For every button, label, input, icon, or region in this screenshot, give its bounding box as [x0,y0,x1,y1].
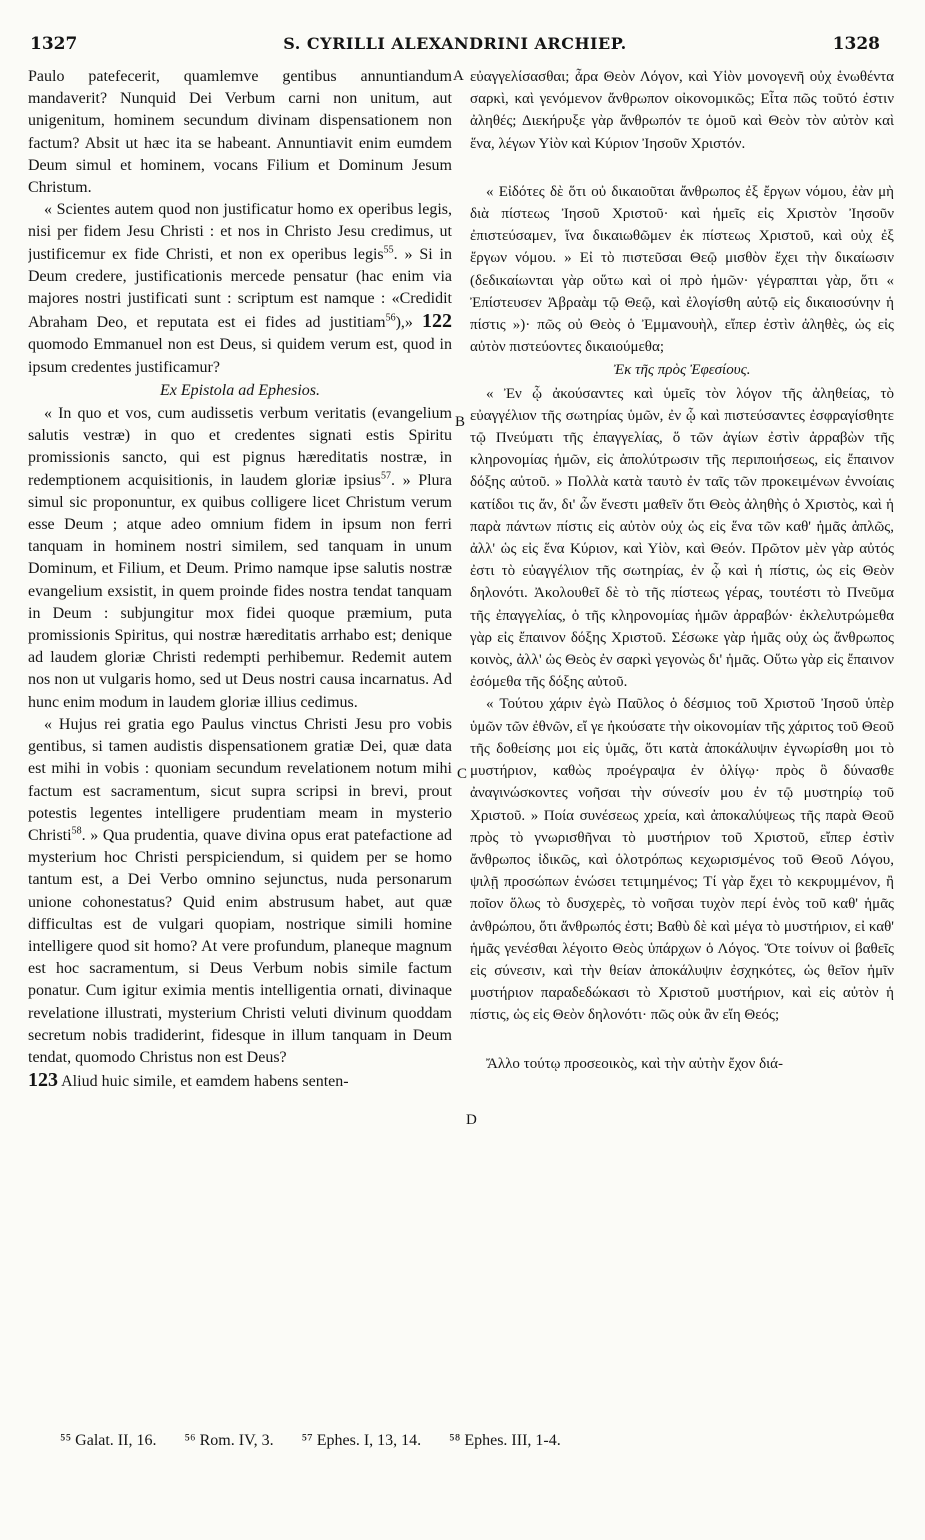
latin-paragraph-3 [28,403,452,714]
latin-text: Aliud huic simile, et eamdem habens senten- [61,1073,349,1091]
latin-text: « Scientes autem quod non justificatur homo ex operibus legis, nisi per fidem Jesu Christi : et nos in Christo Jesu credimus, ut justificemur ex fide Christi, et non ex operibus legis [28,201,452,263]
latin-paragraph-2 [28,199,452,379]
running-title: S. CYRILLI ALEXANDRINI ARCHIEP. [283,34,627,53]
latin-section-heading: Ex Epistola ad Ephesios. [160,381,320,399]
latin-text: . » Qua prudentia, quave divina opus erat patefactione ad mysterium hoc Christi perspiciendum, si quidem per se homo tantum est, a Dei Verbo omnino sejunctus, nuda personarum unione cohonestatus? Quid enim abstrusum habet, aut quæ difficultas est de vulgari quopiam, nostrique simili homine intelligere quod sit homo? At vere profundum, planeque magnum est hoc sacramentum, si Deus Verbum nobis simile factum ponatur. Cum igitur eximia mentis intelligentia ornati, divinaque revelatione illustrati, mysterium Christi veluti divinum quoddam secretum nobis tradiderint, fidesque in illum tanquam in Deum tendat, quomodo Christus non est Deus? [28,826,452,1066]
latin-text: ),» [395,314,413,332]
greek-paragraph-2: « Εἰδότες δὲ ὅτι οὐ δικαιοῦται ἄνθρωπος ἐξ ἔργων νόμου, ἐὰν μὴ διὰ πίστεως Ἰησοῦ Χριστοῦ· καὶ ἡμεῖς εἰς Χριστὸν Ἰησοῦν ἐπιστεύσαμεν, ἵνα δικαιωθῶμεν ἐκ πίστεως Χριστοῦ, καὶ οὐχ ἐξ ἔργων νόμου. » Εἰ τὸ πιστεῦσαι Θεῷ μισθὸν ἔχει τὴν δικαίωσιν (δεδικαίωνται γὰρ οὕτω καὶ οἱ πρὸ ἡμῶν· γέγραπται γὰρ, ὅτι « Ἐπίστευσεν Ἀβραὰμ τῷ Θεῷ, καὶ ἐλογίσθη αὐτῷ εἰς δικαιοσύνην ἡ πίστις »)· πῶς οὐ Θεὸς ὁ Ἐμμανουὴλ, εἴπερ ἐστὶν ἀληθὲς, ὡς εἰς αὐτὸν πιστεύοντες δικαιούμεθα; [470,183,894,356]
footnote-ref: 55 [383,244,394,256]
footnote-ref: 56 [385,312,396,324]
column-marker-b: B [455,414,466,430]
column-marker-d: D [466,1112,477,1128]
column-number: 122 [422,310,452,333]
footnote-ref: 58 [71,825,82,837]
greek-section-heading: Ἐκ τῆς πρὸς Ἐφεσίους. [613,362,751,379]
latin-paragraph-4 [28,714,452,1069]
latin-text: « Hujus rei gratia ego Paulus vinctus Christi Jesu pro vobis gentibus, si tamen audistis dispensationem gratiæ Dei, quæ data est mihi in vobis : quoniam secundum revelationem notum mihi factum est sacramentum, sicut supra scripsi in brevi, prout potestis legentes intelligere prudentiam meam in mysterio Christi [28,715,452,844]
column-number: 123 [28,1069,58,1092]
latin-text: . » Si in Deum credere, justificationis mercede pensatur (hac enim via majores nostri justificati sunt : scriptum est namque : «Credidit Abraham Deo, et reputata est ei fides ad justitiam [28,245,452,332]
greek-paragraph-4: « Τούτου χάριν ἐγὼ Παῦλος ὁ δέσμιος τοῦ Χριστοῦ Ἰησοῦ ὑπὲρ ὑμῶν τῶν ἐθνῶν, εἴ γε ἠκούσατε τὴν οἰκονομίαν τῆς χάριτος τοῦ Θεοῦ τῆς δοθείσης μοι εἰς ὑμᾶς, ὅτι κατὰ ἀποκάλυψιν ἐγνωρίσθη μοι τὸ μυστήριον, καθὼς προέγραψα ἐν ὀλίγῳ· πρὸς ὃ δύνασθε ἀναγινώσκοντες νοῆσαι τὴν σύνεσίν μου ἐν τῷ μυστηρίῳ τοῦ Χριστοῦ. » Ποία συνέσεως χρεία, καὶ ἀποκαλύψεως τῆς παρὰ Θεοῦ πρὸς τὸ γνωρισθῆναι τὸ μυστήριον τοῦ Χριστοῦ, εἴπερ ἐστὶν ἄνθρωπος ἰδικῶς, καὶ ὁλοτρόπως κεχωρισμένος τοῦ Θεοῦ Λόγου, ψιλῇ προσώπων ἑνώσει τετιμημένος; Τί γὰρ ἔχει τὸ κεκρυμμένον, ἢ ποῖον ὅλως τὸ δυσχερὲς, τὸ νοῆσαι τυχὸν περί ἑνὸς τοῦ καθ' ἡμᾶς ἀνθρώπου, ὅτι ἄνθρωπός ἐστι; Βαθὺ δὲ καὶ μέγα τὸ μυστήριον, εἰ καθ' ἡμᾶς γενέσθαι λέγοιτο Θεὸς ὑπάρχων ὁ Λόγος. Ὅτε τοίνυν οἱ βαθεῖς εἰς σύνεσιν, καὶ τὴν θείαν ἀποκάλυψιν ἐσχηκότες, ὡς θεῖον ἡμῖν μυστήριον παραδεδώκασι τὸ Χριστοῦ μυστήριον, καὶ εἰς αὐτὸν ἡ πίστις, ὡς εἰς Θεὸν δηλονότι· πῶς οὐκ ἂν εἴη Θεός; [470,696,894,1024]
greek-paragraph-1: εὐαγγελίσασθαι; ἆρα Θεὸν Λόγον, καὶ Υἱὸν μονογενῆ οὐχ ἑνωθέντα σαρκὶ, καὶ γενόμενον ἄνθρωπον οἰκονομικῶς; Εἶτα πῶς τοῦτό ἐστιν ἀληθές; Διεκήρυξε γὰρ ἄνθρωπόν τε ὁμοῦ καὶ Θεὸν τὸν αὐτὸν καὶ ἕνα, λέγων Υἱὸν καὶ Κύριον Ἰησοῦν Χριστόν. [470,69,894,152]
footnote: ⁵⁵ Galat. II, 16. [60,1432,157,1449]
latin-paragraph-5 [28,1069,452,1093]
greek-paragraph-3: « Ἐν ᾧ ἀκούσαντες καὶ ὑμεῖς τὸν λόγον τῆς ἀληθείας, τὸ εὐαγγέλιον τῆς σωτηρίας ὑμῶν, ἐν ᾧ καὶ πιστεύσαντες ἐσφραγίσθητε τῷ Πνεύματι τῆς ἐπαγγελίας, ὅ τῶν ἁγίων ἐστὶν ἀρραβὼν τῆς κληρονομίας ἡμῶν, εἰς ἀπολύτρωσιν τῆς περιποιήσεως, εἰς ἔπαινον δόξης αὐτοῦ. » Πολλὰ κατὰ ταυτὸ ἐν ταῖς τῶν προκειμένων ἐννοίαις κατίδοι τις ἄν, δι' ὧν ἔνεστι μαθεῖν ὅτι Θεὸς ἀληθὴς ὁ Χριστὸς, καὶ ἡ παρὰ πάντων πίστις εἰς αὐτὸν οὐχ ὡς εἰς ἕνα τῶν καθ' ἡμᾶς ἁπλῶς, ἀλλ' ὡς εἰς ἕνα Κύριον, καὶ Υἱὸν, καὶ Θεόν. Πρῶτον μὲν γὰρ αὐτός ἐστι τὸ εὐαγγέλιον τῆς σωτηρίας, ἐν ᾧ καὶ ἡ πίστις, ὡς εἰς Θεὸν δηλονότι. Ἀκολουθεῖ δὲ τὸ τῆς πίστεως γέρας, τουτέστι τὸ Πνεῦμα τῆς ἐπαγγελίας, ὁ τῆς κληρονομίας ἡμῶν ἀρραβών· ἐκλελυτρώμεθα γὰρ εἰς ἔπαινον δόξης Χριστοῦ. Σέσωκε γὰρ ἡμᾶς οὐχ ὡς ἄνθρωπος κοινὸς, ἀλλ' ὡς Θεὸς ἐν σαρκὶ γεγονὼς δι' ἡμᾶς. Οὕτω γὰρ εἰς ἔπαινον ἐσόμεθα τῆς δόξης αὐτοῦ. [470,385,894,691]
spacer [470,1027,894,1053]
footnote: ⁵⁸ Ephes. III, 1-4. [449,1432,561,1449]
latin-paragraph-1: Paulo patefecerit, quamlemve gentibus annuntiandum mandaverit? Nunquid Dei Verbum carni non unitum, aut unigenitum, hominem secundum divinam dispensationem non factum? Absit ut hæc ita se habeant. Annuntiavit enim eumdem Deum simul et hominem, vocans Filium et Dominum Jesum Christum. [28,68,452,197]
latin-text: . » Plura simul sic proponuntur, ex quibus colligere licet Christum verum esse Deum ; atque adeo omnium fidem in ipsum non ferri tanquam in hominem nostri similem, sed tanquam in unum Dominum, et Filium, et Deum. Primo namque ipse salutis nostræ evangelium exsistit, in quem proinde fides nostra tendat tanquam in Deum : subjungitur mox fidei quoque præmium, puta promissionis Spiritus, qui nostræ hæreditatis arrhabo est; denique ad laudem gloriæ Christi redempti perhibemur. Redemit autem nos non ut vulgaris homo, sed ut Deus nostri causa incarnatus. Ad hunc enim modum in laudem gloriæ illius cedimus. [28,471,452,711]
greek-paragraph-5: Ἄλλο τούτῳ προσεοικὸς, καὶ τὴν αὐτὴν ἔχον διά- [486,1055,784,1072]
column-marker-a: A [453,68,464,84]
footnote-ref: 57 [381,470,392,482]
latin-text: « In quo et vos, cum audissetis verbum veritatis (evangelium salutis vestræ) in quo et credentes signati estis Spiritu promissionis sancto, qui est pignus hæreditatis nostræ, in redemptionem acquisitionis, in laudem gloriæ ipsius [28,405,452,489]
right-page-number: 1328 [832,34,880,54]
greek-column [470,66,894,1406]
page-header [30,34,880,58]
column-marker-c: C [457,766,468,782]
spacer [470,155,894,181]
footnote: ⁵⁶ Rom. IV, 3. [184,1432,274,1449]
latin-text: quomodo Emmanuel non est Deus, si quidem verum est, quod in ipsum credentes justificamur? [28,336,452,376]
footnote: ⁵⁷ Ephes. I, 13, 14. [301,1432,422,1449]
left-page-number: 1327 [30,34,78,54]
footnotes [60,1432,860,1450]
latin-column [28,66,452,1406]
